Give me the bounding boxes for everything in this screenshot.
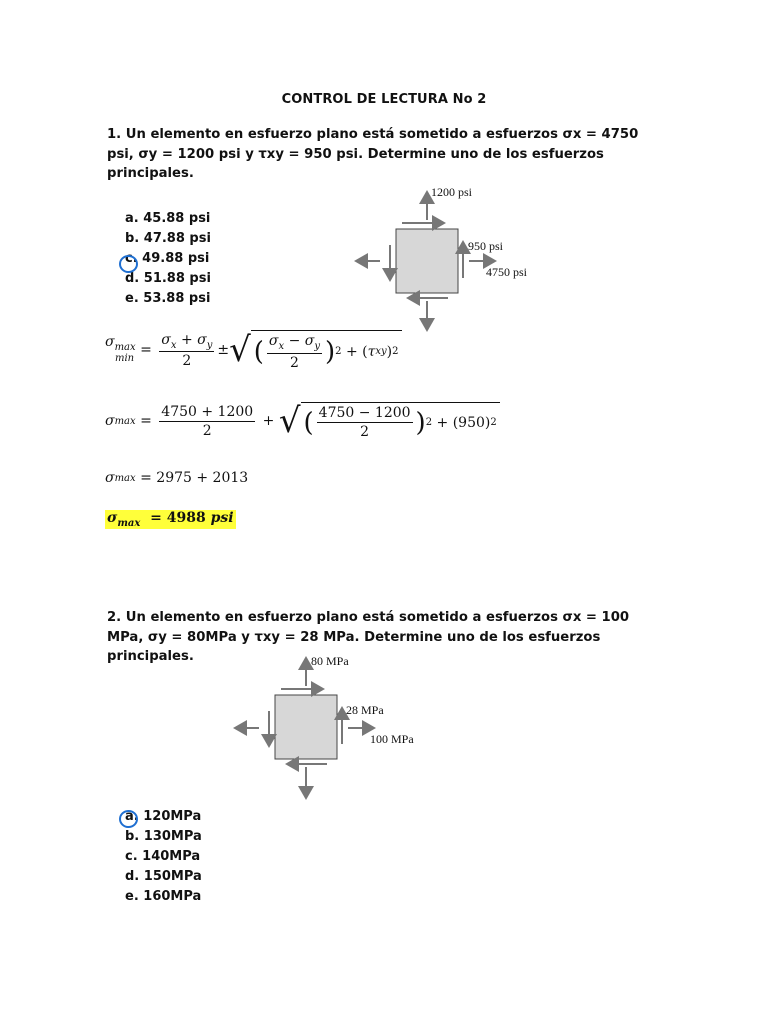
- document-title: CONTROL DE LECTURA No 2: [281, 92, 487, 107]
- option-2d[interactable]: d. 150MPa: [125, 869, 202, 884]
- option-2b[interactable]: b. 130MPa: [125, 829, 202, 844]
- label-sigma-y-1: 1200 psi: [431, 185, 473, 199]
- label-tau-2: 28 MPa: [346, 703, 384, 717]
- selected-answer-circle-1: [119, 255, 138, 273]
- label-sigma-y-2: 80 MPa: [311, 654, 349, 668]
- question-2-options: [125, 807, 202, 907]
- option-1d[interactable]: d. 51.88 psi: [125, 271, 211, 286]
- option-2c[interactable]: c. 140MPa: [125, 849, 201, 864]
- label-tau-1: 950 psi: [468, 239, 504, 253]
- equation-sum: σ max = 2975 + 2013: [105, 470, 249, 486]
- equation-substituted: σ max = $\frac{4750 + 1200}{2}$ + √ ( $\frac{4750 - 1200}{2}$ ) 2 + (950) 2: [105, 402, 500, 440]
- option-2a[interactable]: a. 120MPa: [125, 809, 202, 824]
- question-1-text: 1. Un elemento en esfuerzo plano está sometido a esfuerzos σx = 4750 psi, σy = 1200 psi y τxy = 950 psi. Determine uno de los esfuerzos principales.: [107, 127, 639, 181]
- stress-element-diagram-1: [350, 180, 550, 335]
- selected-answer-circle-2: [119, 810, 138, 828]
- option-1b[interactable]: b. 47.88 psi: [125, 231, 211, 246]
- option-1a[interactable]: a. 45.88 psi: [125, 211, 211, 226]
- option-1c[interactable]: c. 49.88 psi: [125, 251, 210, 266]
- stress-element-diagram-2: [228, 650, 428, 805]
- question-1-options: [125, 209, 211, 309]
- option-2e[interactable]: e. 160MPa: [125, 889, 202, 904]
- label-sigma-x-1: 4750 psi: [486, 265, 528, 279]
- label-sigma-x-2: 100 MPa: [370, 732, 414, 746]
- option-1e[interactable]: e. 53.88 psi: [125, 291, 211, 306]
- equation-result: $\sigma_{max} = 4988$ psi: [107, 510, 234, 529]
- question-2-text: 2. Un elemento en esfuerzo plano está sometido a esfuerzos σx = 100 MPa, σy = 80MPa y τxy = 28 MPa. Determine uno de los esfuerzos principales.: [107, 610, 630, 664]
- equation-general: $\sigma_{max}$ min = $\frac{\sigma_x + \sigma_y}{2}$ ± √ ( $\frac{\sigma_x - \sigma_y}{2}$ ) 2 + ( τ xy ) 2: [105, 330, 402, 371]
